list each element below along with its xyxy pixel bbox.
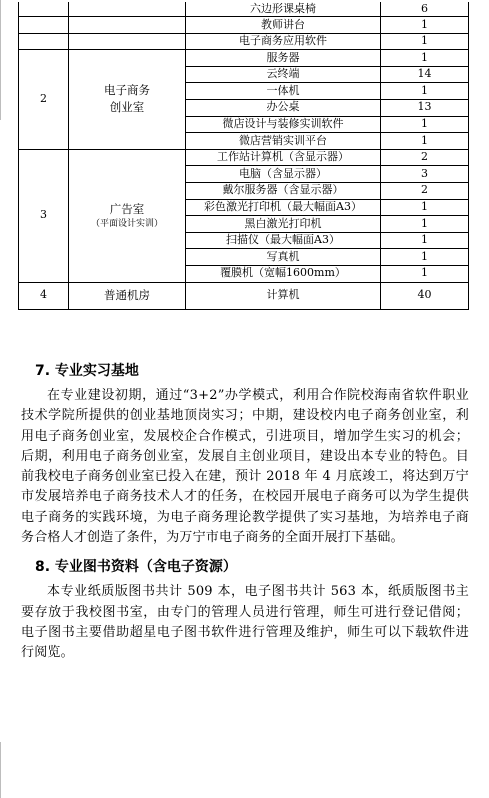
quantity-cell: 1 [381, 50, 469, 67]
room-note: （平面设计实训） [90, 219, 163, 230]
table-row [19, 17, 469, 34]
quantity-cell: 1 [381, 17, 469, 34]
room-name-line: 电子商务 [104, 83, 150, 98]
room-cell [69, 17, 186, 34]
item-name-cell: 微店营销实训平台 [186, 133, 381, 150]
section-paragraph-library-resources: 本专业纸质版图书共计 509 本，电子图书共计 563 本，纸质版图书主要存放于我校图书室，由专门的管理人员进行管理，师生可进行登记借阅；电子图书主要借助超星电子图书软件进行管理及维护，师生可以下载软件进行阅览。 [21, 584, 469, 661]
quantity-cell: 1 [381, 83, 469, 100]
quantity-cell: 14 [381, 66, 469, 83]
quantity-cell: 1 [381, 116, 469, 133]
row-number-cell [19, 33, 69, 50]
item-name-cell: 扫描仪（最大幅面A3） [186, 232, 381, 249]
quantity-cell: 1 [381, 133, 469, 150]
table-row [19, 282, 469, 309]
quantity-cell: 1 [381, 249, 469, 266]
quantity-cell: 1 [381, 265, 469, 282]
quantity-cell: 3 [381, 166, 469, 183]
quantity-cell: 1 [381, 199, 469, 216]
quantity-cell: 40 [381, 282, 469, 309]
item-name-cell: 电脑（含显示器） [186, 166, 381, 183]
row-number-cell [19, 2, 69, 17]
quantity-cell: 6 [381, 2, 469, 17]
row-number-cell [19, 17, 69, 34]
item-name-cell: 教师讲台 [186, 17, 381, 34]
item-name-cell: 电子商务应用软件 [186, 33, 381, 50]
room-name-line: 创业室 [109, 100, 145, 115]
room-cell [69, 50, 186, 150]
room-cell [69, 33, 186, 50]
page-margin-marker-top [0, 0, 1, 120]
room-cell: 普通机房 [69, 282, 186, 309]
section-paragraph-internship-base: 在专业建设初期，通过“3+2”办学模式，利用合作院校海南省软件职业技术学院所提供的创业基地顶岗实习；中期，建设校内电子商务创业室，利用电子商务创业室，发展校企合作模式，引进项目，增加学生实习的机会；后期，利用电子商务创业室，发展自主创业项目，建设出本专业的特色。目前我校电子商务创业室已投入在建，预计 2018 年 4 月底竣工，将达到万宁市发展培养电子商务技术人才的任务，在校园开展电子商务可以为学生提供电子商务的实践环境，为电子商务理论教学提供了实习基地，为培养电子商务合格人才创造了条件，为万宁市电子商务的全面开展打下基础。 [21, 388, 469, 546]
quantity-cell: 2 [381, 149, 469, 166]
item-name-cell: 计算机 [186, 282, 381, 309]
table-row [19, 50, 469, 67]
section-heading-library-resources: 8. 专业图书资料（含电子资源） [35, 559, 237, 576]
item-name-cell: 工作站计算机（含显示器） [186, 149, 381, 166]
item-name-cell: 彩色激光打印机（最大幅面A3） [186, 199, 381, 216]
quantity-cell: 1 [381, 33, 469, 50]
item-name-cell: 一体机 [186, 83, 381, 100]
quantity-cell: 2 [381, 182, 469, 199]
section-heading-internship-base: 7. 专业实习基地 [35, 363, 139, 379]
document-body [21, 360, 469, 672]
quantity-cell: 1 [381, 216, 469, 233]
equipment-table [18, 2, 469, 310]
item-name-cell: 微店设计与装修实训软件 [186, 116, 381, 133]
quantity-cell: 13 [381, 99, 469, 116]
table-row [19, 33, 469, 50]
row-number-cell: 4 [19, 282, 69, 309]
row-number-cell: 2 [19, 50, 69, 150]
room-cell [69, 149, 186, 282]
room-cell [69, 2, 186, 17]
table-row [19, 149, 469, 166]
item-name-cell: 服务器 [186, 50, 381, 67]
room-name-line: 广告室 [109, 202, 145, 217]
item-name-cell: 写真机 [186, 249, 381, 266]
quantity-cell: 1 [381, 232, 469, 249]
item-name-cell: 六边形课桌椅 [186, 2, 381, 17]
item-name-cell: 办公桌 [186, 99, 381, 116]
item-name-cell: 云终端 [186, 66, 381, 83]
item-name-cell: 覆膜机（宽幅1600mm） [186, 265, 381, 282]
item-name-cell: 黑白激光打印机 [186, 216, 381, 233]
item-name-cell: 戴尔服务器（含显示器） [186, 182, 381, 199]
page-margin-marker-bottom [0, 742, 1, 798]
row-number-cell: 3 [19, 149, 69, 282]
table-row [19, 2, 469, 17]
